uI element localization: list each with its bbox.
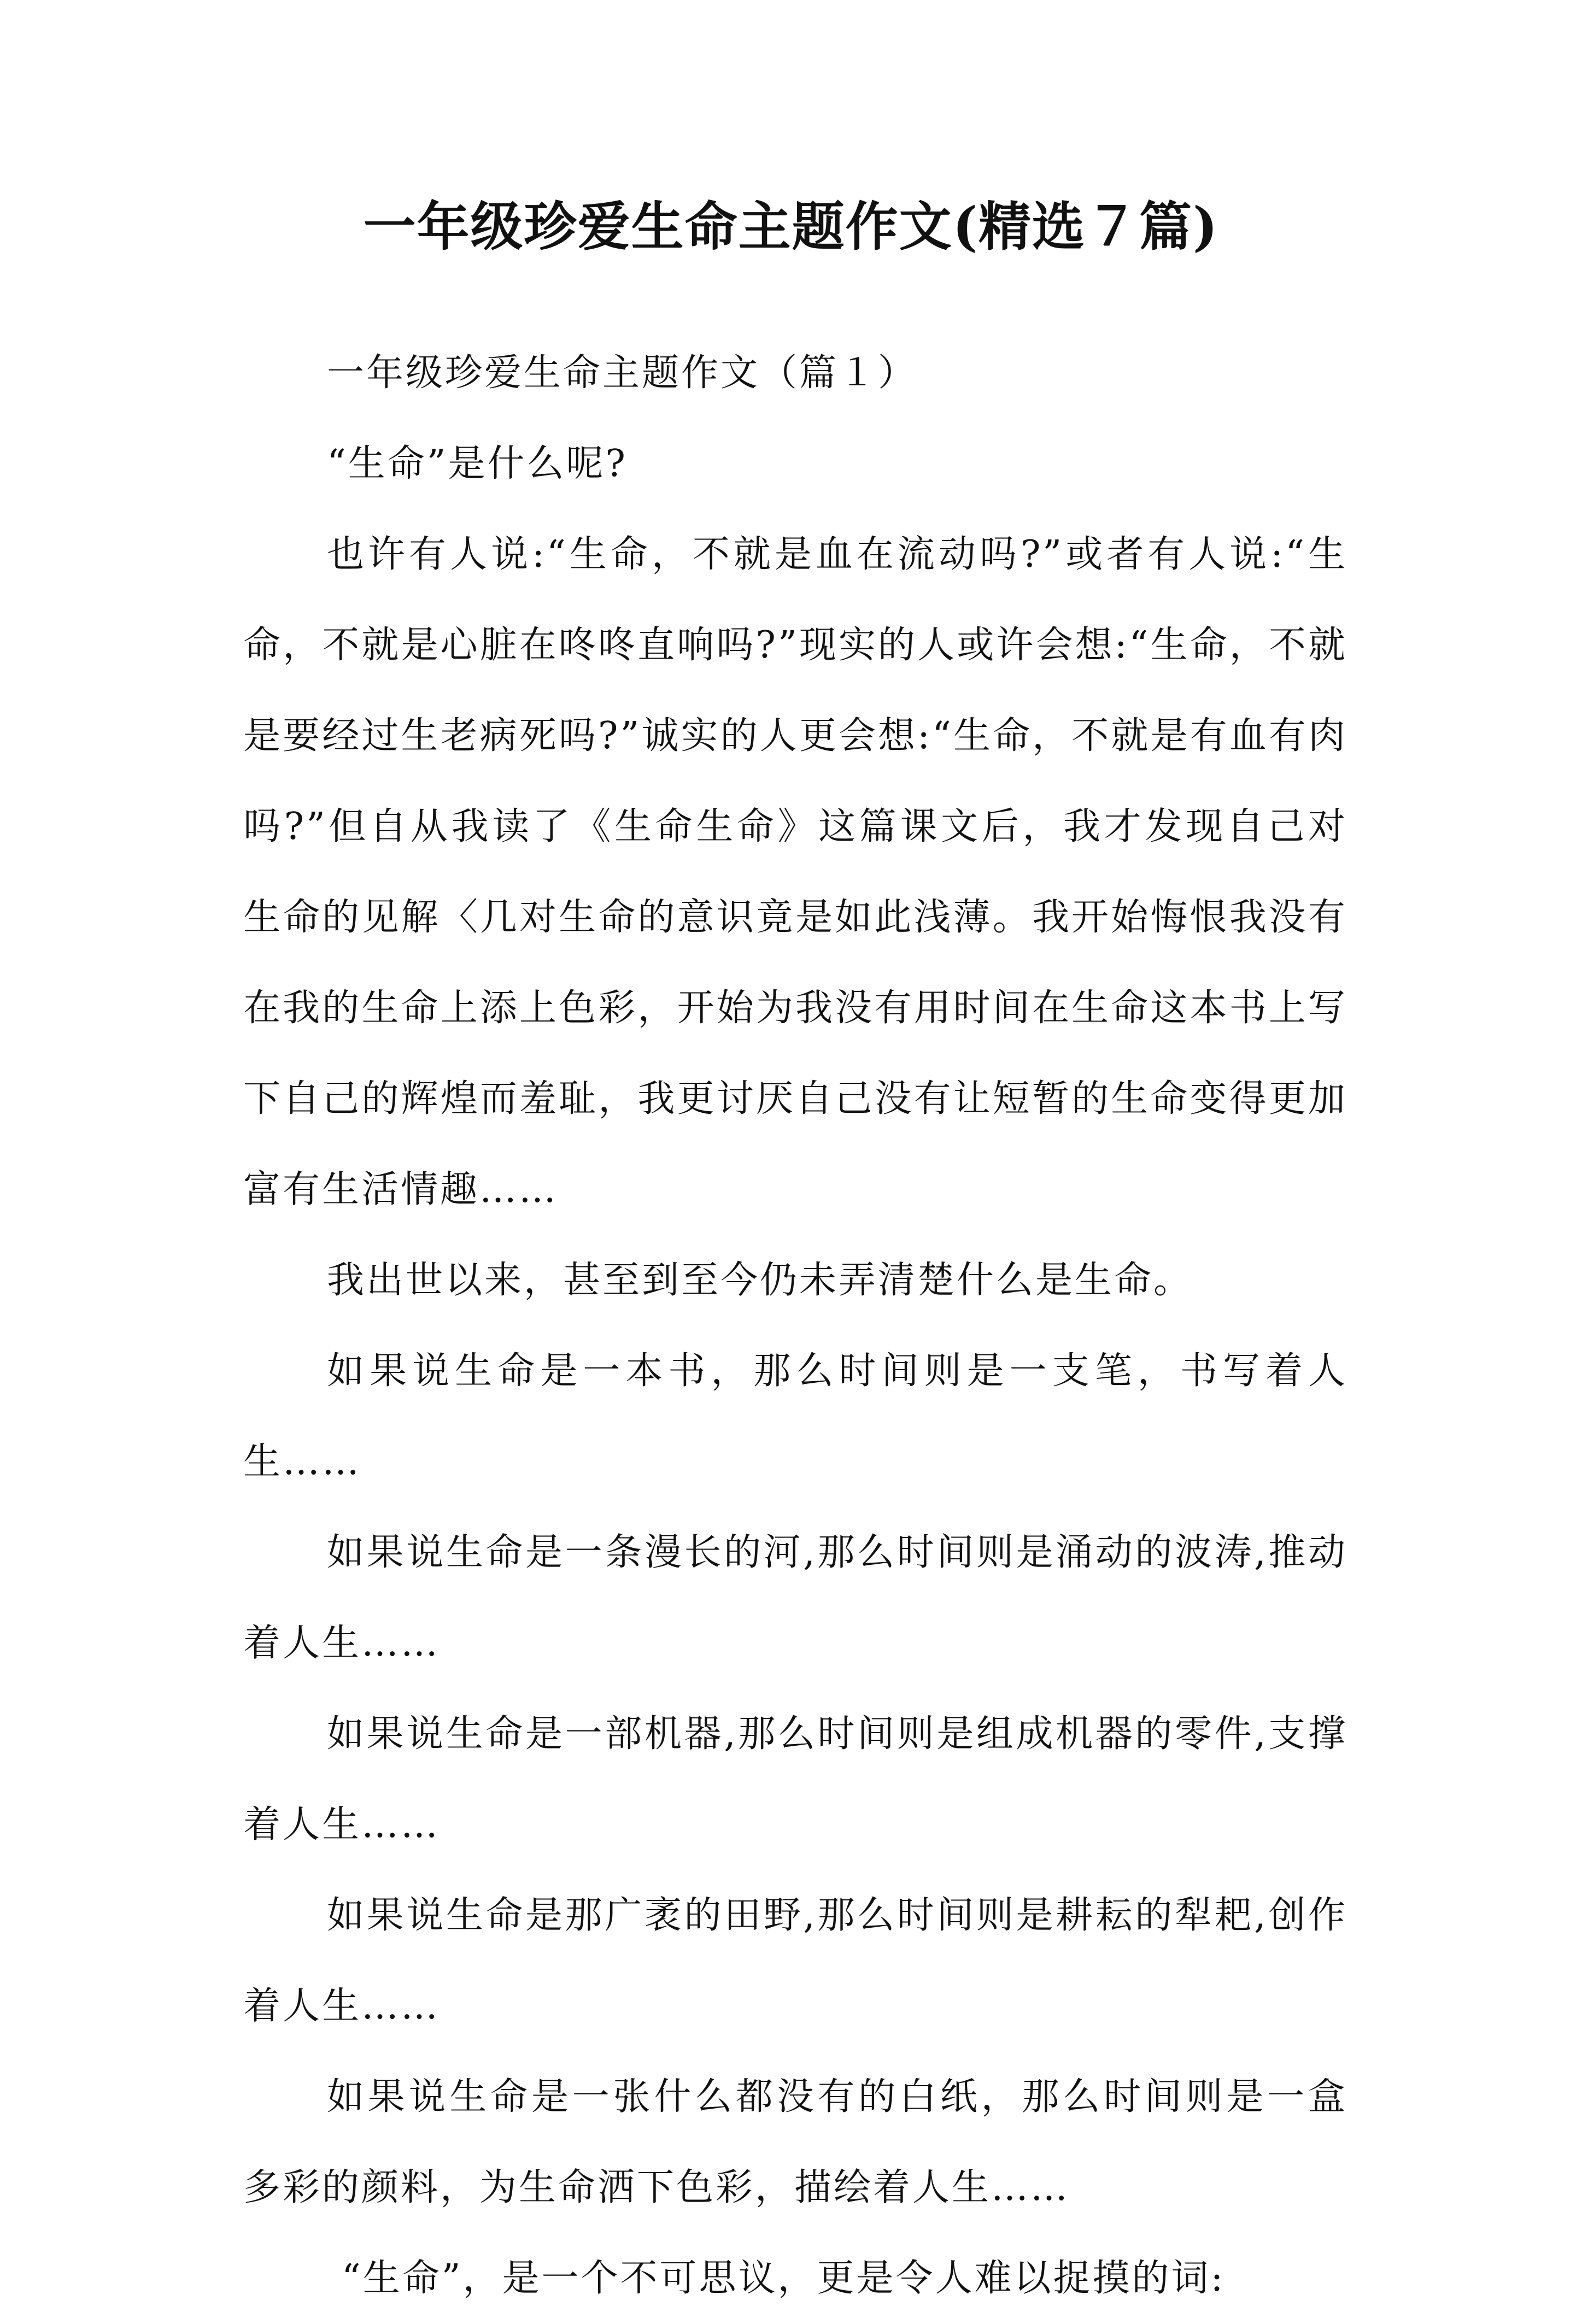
paragraph-3: 我出世以来，甚至到至今仍未弄清楚什么是生命。 xyxy=(327,1259,1193,1302)
paragraph-8: 如果说生命是一张什么都没有的白纸，那么时间则是一盒多彩的颜料，为生命洒下色彩，描绘着人生…… xyxy=(243,2075,1347,2209)
paragraph-9: “生命”，是一个不可思议，更是令人难以捉摸的词: xyxy=(342,2257,1226,2300)
paragraph-1: “生命”是什么呢? xyxy=(327,442,628,485)
document-body xyxy=(243,328,1347,2324)
paragraph-4: 如果说生命是一本书，那么时间则是一支笔，书写着人生…… xyxy=(243,1349,1347,1483)
paragraph-5: 如果说生命是一条漫长的河,那么时间则是涌动的波涛,推动着人生…… xyxy=(243,1531,1347,1665)
section-heading: 一年级珍爱生命主题作文（篇１） xyxy=(327,351,918,395)
paragraph-7: 如果说生命是那广袤的田野,那么时间则是耕耘的犁耙,创作着人生…… xyxy=(243,1894,1347,2028)
document-title: 一年级珍爱生命主题作文(精选７篇) xyxy=(363,196,1219,257)
paragraph-2: 也许有人说:“生命，不就是血在流动吗?”或者有人说:“生命，不就是心脏在咚咚直响吗?”现实的人或许会想:“生命，不就是要经过生老病死吗?”诚实的人更会想:“生命，不就是有血有肉吗?”但自从我读了《生命生命》这篇课文后，我才发现自己对生命的见解〈几对生命的意识竟是如此浅薄。我开始悔恨我没有在我的生命上添上色彩，开始为我没有用时间在生命这本书上写下自己的辉煌而羞耻，我更讨厌自己没有让短暂的生命变得更加富有生活情趣…… xyxy=(243,533,1347,1211)
paragraph-6: 如果说生命是一部机器,那么时间则是组成机器的零件,支撑着人生…… xyxy=(243,1712,1347,1846)
